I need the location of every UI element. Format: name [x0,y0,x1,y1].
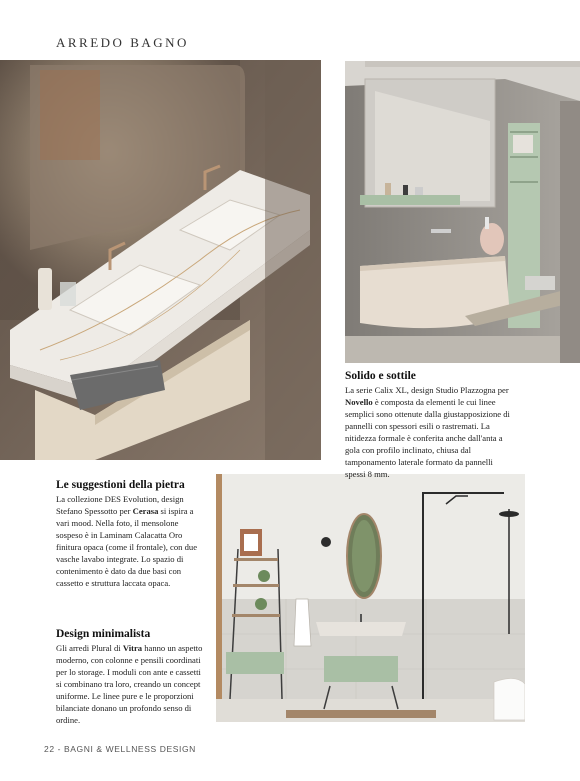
article-title: Le suggestioni della pietra [56,479,185,491]
brand-name: Novello [345,397,373,407]
article-title: Design minimalista [56,628,151,640]
article-solido-e-sottile [345,370,515,480]
article-body: La collezione DES Evolution, design Stefano Spessotto per Cerasa si ispira a vari mood. Nella foto, il mensolone sospeso è in Laminam Calacatta Oro finitura opaca (come il frontale), con due vasche lavabo integrate. Lo spazio di contenimento è dato da due basi con cassetto e struttura laccata opaca. [56,494,198,588]
photo-plural-bathroom [216,474,525,722]
photo-marble-vanity [0,60,321,460]
article-title: Solido e sottile [345,370,416,382]
section-title: ARREDO BAGNO [56,35,189,50]
article-body: Gli arredi Plural di Vitra hanno un aspetto moderno, con colonne e pensili coordinati per lo storage. I moduli con ante e cassetti si combinano tra loro, creando un concept uniforme. Le linee pure e le proporzioni bilanciate donano un profondo senso di ordine. [56,643,203,725]
brand-name: Cerasa [132,506,159,516]
article-design-minimalista [56,628,206,726]
article-body: La serie Calix XL, design Studio Plazzogna per Novello è composta da elementi le cui linee semplici sono ottenute dalla giustapposizione di pannelli con spessori esili o rastremati. La nitidezza formale è conferita anche dall'anta a gola con profilo inclinato, chiusa dal tamponamento laterale formato da pannelli spessi 8 mm. [345,385,510,479]
page-footer: 22 - BAGNI & WELLNESS DESIGN [44,744,196,754]
photo-calix-vanity [345,61,580,363]
article-suggestioni-della-pietra [56,479,206,589]
brand-name: Vitra [122,643,143,653]
